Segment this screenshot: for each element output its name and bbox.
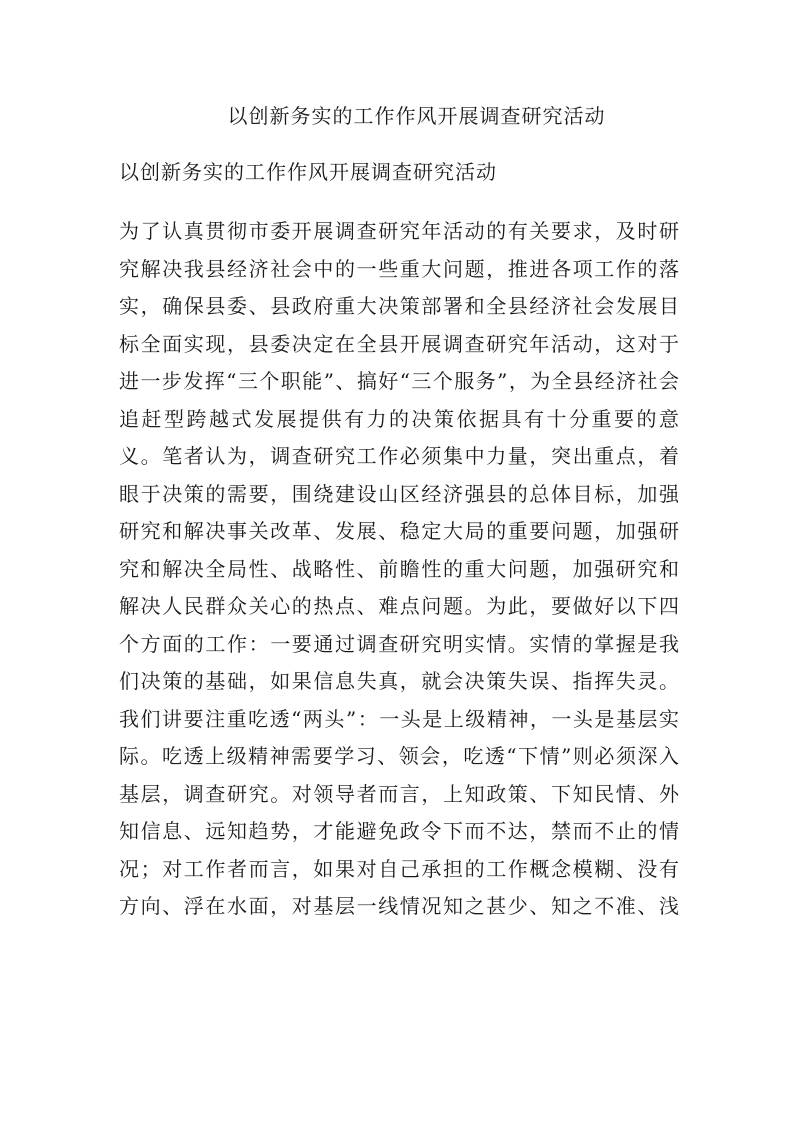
- body-line: 究和解决全局性、战略性、前瞻性的重大问题，加强研究和: [119, 556, 679, 581]
- body-line: 进一步发挥“三个职能”、搞好“三个服务”，为全县经济社会: [119, 369, 679, 393]
- body-line: 眼于决策的需要，围绕建设山区经济强县的总体目标，加强: [119, 481, 679, 506]
- body-line: 方向、浮在水面，对基层一线情况知之甚少、知之不准、浅: [119, 894, 679, 918]
- body-line: 标全面实现，县委决定在全县开展调查研究年活动，这对于: [119, 331, 679, 356]
- body-line: 实，确保县委、县政府重大决策部署和全县经济社会发展目: [119, 294, 679, 318]
- body-line: 况；对工作者而言，如果对自己承担的工作概念模糊、没有: [119, 856, 679, 881]
- body-line: 个方面的工作：一要通过调查研究明实情。实情的掌握是我: [119, 631, 679, 656]
- body-line: 研究和解决事关改革、发展、稳定大局的重要问题，加强研: [119, 519, 679, 543]
- body-line: 解决人民群众关心的热点、难点问题。为此，要做好以下四: [119, 594, 679, 618]
- body-line: 基层，调查研究。对领导者而言，上知政策、下知民情、外: [119, 781, 679, 806]
- body-line: 追赶型跨越式发展提供有力的决策依据具有十分重要的意: [119, 406, 679, 431]
- document-subtitle: 以创新务实的工作作风开展调查研究活动: [119, 160, 497, 184]
- document-title: 以创新务实的工作作风开展调查研究活动: [227, 104, 606, 128]
- body-line: 为了认真贯彻市委开展调查研究年活动的有关要求，及时研: [119, 219, 679, 243]
- body-line: 际。吃透上级精神需要学习、领会，吃透“下情”则必须深入: [119, 744, 679, 768]
- body-line: 究解决我县经济社会中的一些重大问题，推进各项工作的落: [119, 256, 679, 281]
- body-line: 们决策的基础，如果信息失真，就会决策失误、指挥失灵。: [119, 669, 679, 693]
- document-body: [119, 213, 679, 926]
- body-line: 知信息、远知趋势，才能避免政令下而不达，禁而不止的情: [119, 819, 679, 843]
- body-line: 义。笔者认为，调查研究工作必须集中力量，突出重点，着: [119, 444, 679, 468]
- body-line: 我们讲要注重吃透“两头”：一头是上级精神，一头是基层实: [119, 706, 679, 731]
